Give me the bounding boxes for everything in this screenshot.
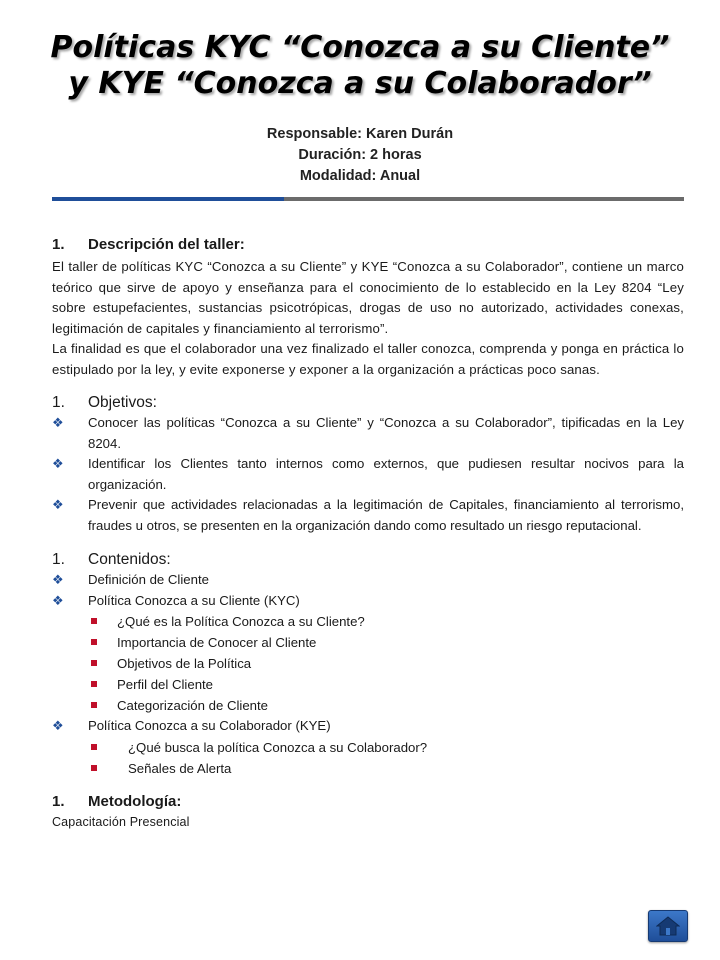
square-bullet-icon <box>88 632 117 653</box>
sublist-item: Objetivos de la Política <box>52 653 684 674</box>
section-heading-metodologia: 1. Metodología: <box>52 792 182 810</box>
course-meta <box>0 124 720 187</box>
sublist-item: ¿Qué es la Política Conozca a su Cliente? <box>52 611 684 632</box>
divider-rule <box>52 197 684 201</box>
objetivos-list <box>52 413 684 536</box>
list-item: ❖ Identificar los Clientes tanto internos como externos, que pudiesen resultar nocivos para la organización. <box>52 454 684 495</box>
duracion-label: Duración: 2 horas <box>298 147 422 163</box>
diamond-bullet-icon: ❖ <box>52 415 64 430</box>
square-bullet-icon <box>88 695 117 716</box>
diamond-bullet-icon: ❖ <box>52 592 64 608</box>
responsable-label: Responsable: Karen Durán <box>266 126 454 142</box>
diamond-bullet-icon: ❖ <box>52 572 64 587</box>
page-title <box>0 30 720 102</box>
kye-sublist <box>52 737 684 779</box>
sublist-item: Señales de Alerta <box>52 758 684 779</box>
document-body <box>52 235 684 832</box>
sublist-item: ¿Qué busca la política Conozca a su Colaborador? <box>52 737 684 758</box>
kyc-sublist <box>52 611 684 716</box>
section-heading-descripcion: 1. Descripción del taller: <box>52 236 245 253</box>
metodologia-text: Capacitación Presencial <box>52 814 190 829</box>
contenidos-list <box>52 570 684 611</box>
title-line-2: y KYE “Conozca a su Colaborador” <box>68 66 652 101</box>
list-item: ❖ Prevenir que actividades relacionadas a la legitimación de Capitales, financiamiento al terrorismo, fraudes u otros, se presenten en la organización dando como resultado un riesgo reputacional. <box>52 495 684 536</box>
list-item: ❖ Política Conozca a su Cliente (KYC) <box>52 591 684 612</box>
list-item: ❖ Definición de Cliente <box>52 570 684 591</box>
square-bullet-icon <box>88 653 117 674</box>
modalidad-label: Modalidad: Anual <box>299 168 421 184</box>
sublist-item: Perfil del Cliente <box>52 674 684 695</box>
section-heading-objetivos: 1. Objetivos: <box>52 394 157 411</box>
square-bullet-icon <box>88 674 117 695</box>
list-item: ❖ Conocer las políticas “Conozca a su Cliente” y “Conozca a su Colaborador”, tipificadas en la Ley 8204. <box>52 413 684 454</box>
descripcion-paragraph-2: La finalidad es que el colaborador una vez finalizado el taller conozca, comprenda y ponga en práctica lo estipulado por la ley, y evite exponerse y exponer a la organización a prácticas poco sanas. <box>52 341 684 377</box>
contenidos-list-cont <box>52 716 684 737</box>
section-heading-contenidos: 1. Contenidos: <box>52 551 171 568</box>
divider-gray-segment <box>284 197 684 201</box>
sublist-item: Categorización de Cliente <box>52 695 684 716</box>
diamond-bullet-icon: ❖ <box>52 718 64 733</box>
home-icon <box>656 916 680 936</box>
sublist-item: Importancia de Conocer al Cliente <box>52 632 684 653</box>
divider-blue-segment <box>52 197 284 201</box>
home-button[interactable] <box>648 910 688 942</box>
list-item: ❖ Política Conozca a su Colaborador (KYE) <box>52 716 684 737</box>
descripcion-paragraph-1: El taller de políticas KYC “Conozca a su Cliente” y KYE “Conozca a su Colaborador”, contiene un marco teórico que sirve de apoyo y enseñanza para el conocimiento de lo establecido en la Ley 8204 “Ley sobre estupefacientes, sustancias psicotrópicas, drogas de uso no autorizado, actividades conexas, legitimación de capitales y financiamiento al terrorismo”. <box>52 259 684 336</box>
square-bullet-icon <box>88 758 128 779</box>
diamond-bullet-icon: ❖ <box>52 456 64 471</box>
square-bullet-icon <box>88 611 117 632</box>
square-bullet-icon <box>88 737 128 758</box>
title-line-1: Políticas KYC “Conozca a su Cliente” <box>50 30 670 65</box>
diamond-bullet-icon: ❖ <box>52 497 64 512</box>
